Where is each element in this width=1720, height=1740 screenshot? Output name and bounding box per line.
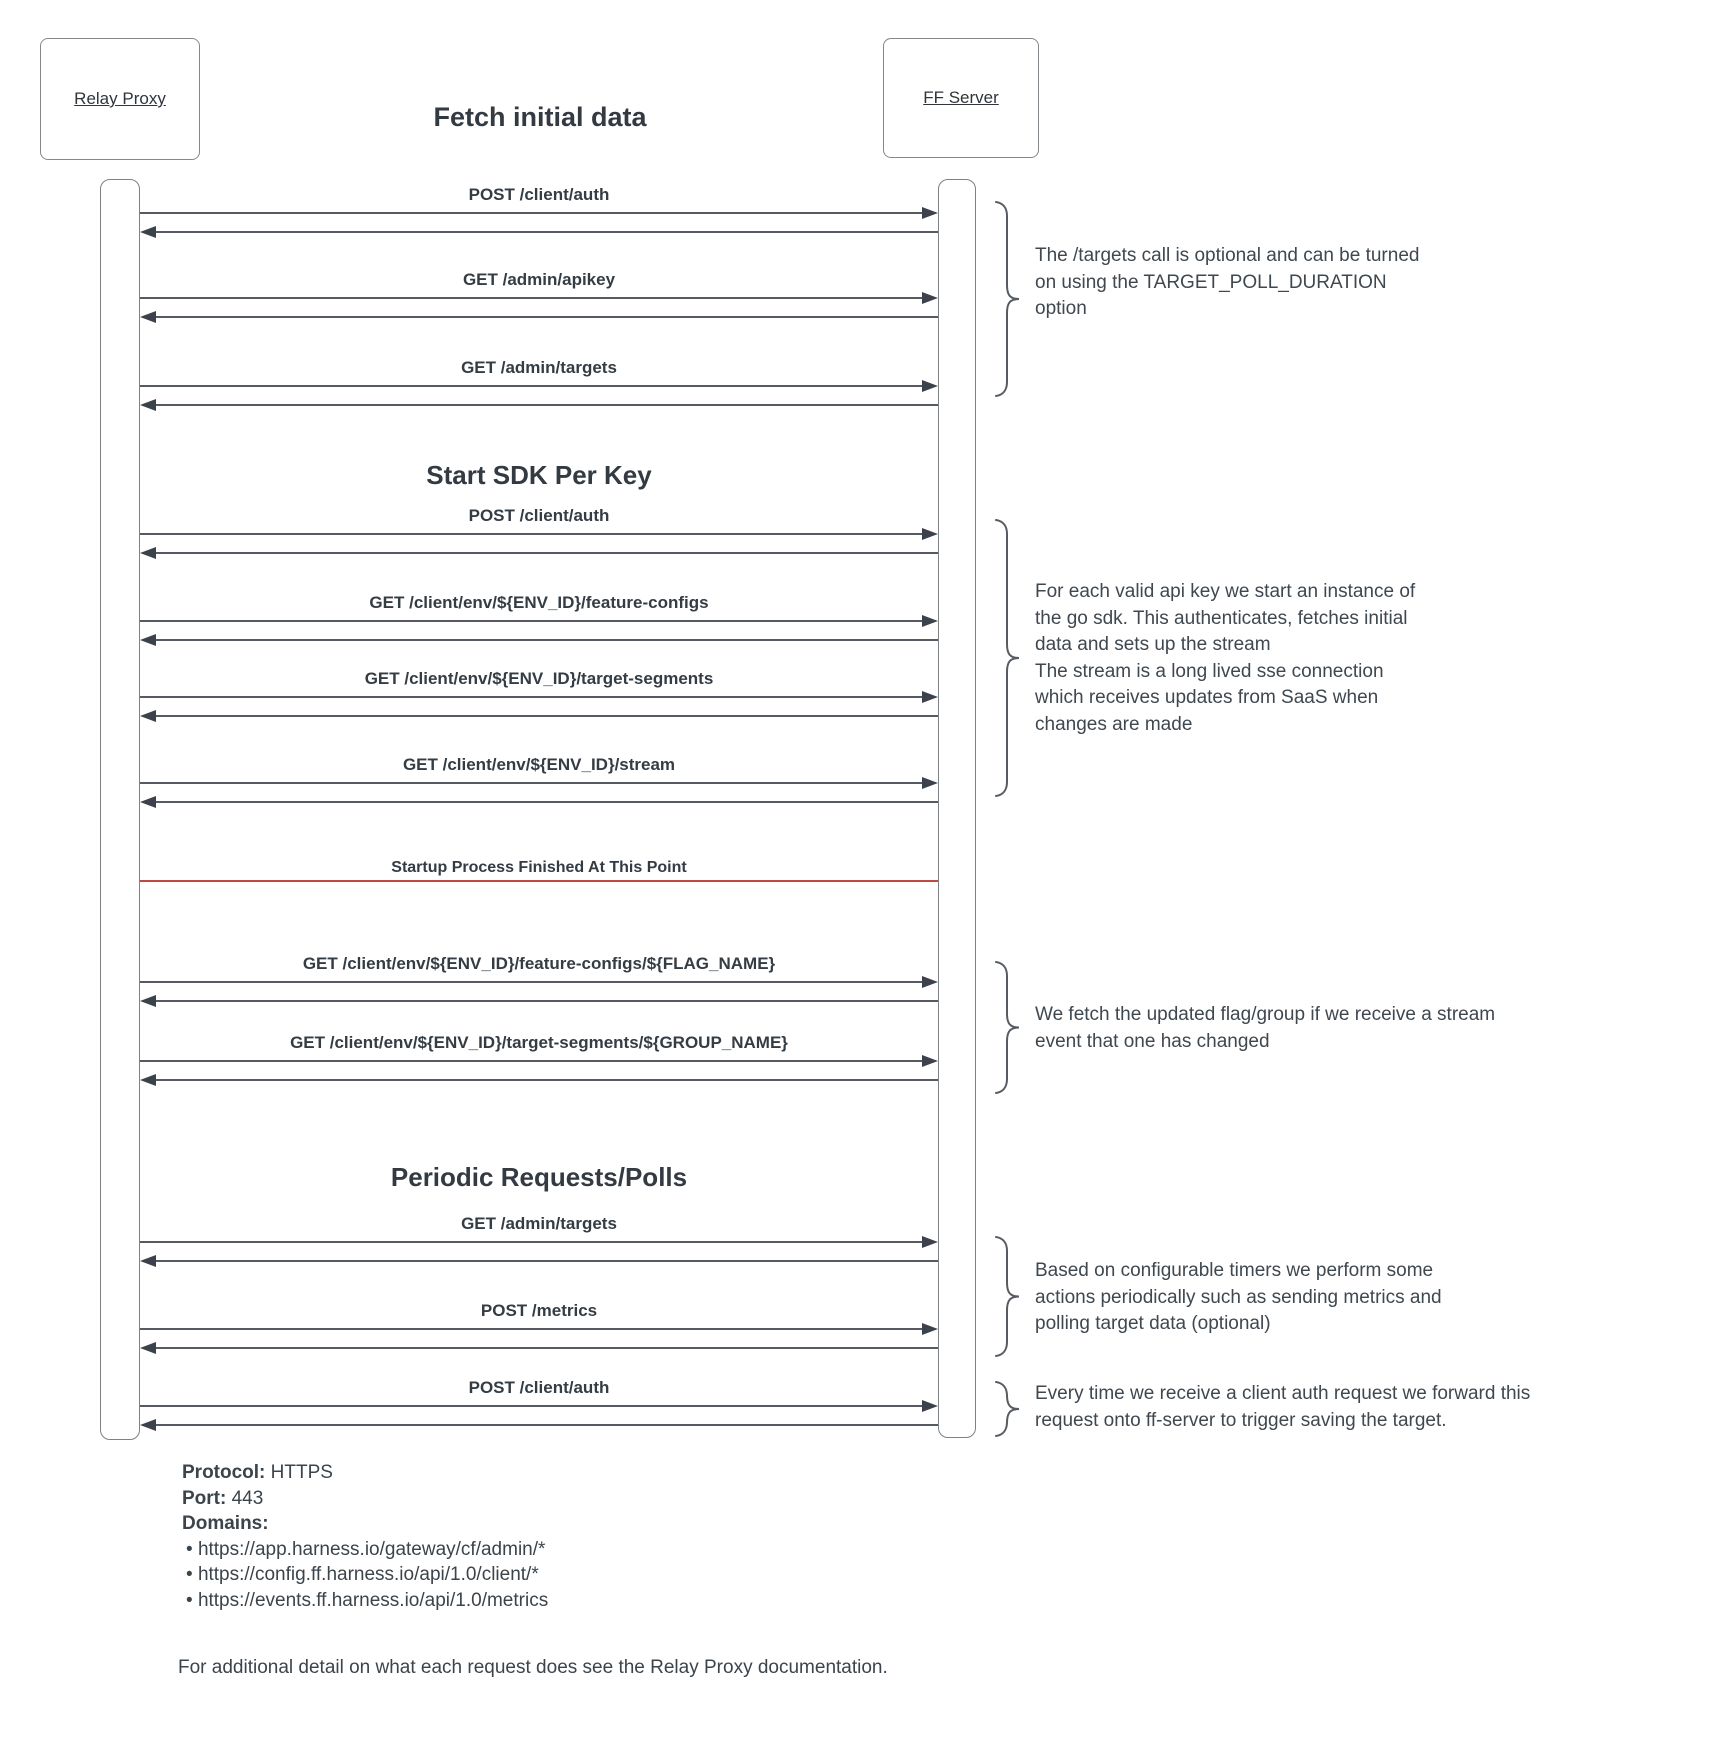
message-label: GET /client/env/${ENV_ID}/stream xyxy=(402,755,676,774)
arrow-left-icon xyxy=(140,226,156,238)
annotation-text xyxy=(1035,243,1419,323)
port-label: Port: xyxy=(182,1487,227,1509)
separator-label: Startup Process Finished At This Point xyxy=(391,859,687,876)
request-arrow-line xyxy=(140,212,923,214)
separator-line xyxy=(140,880,938,882)
request-arrow-line xyxy=(140,385,923,387)
annotation-line: polling target data (optional) xyxy=(1035,1313,1271,1334)
response-arrow-line xyxy=(155,1079,938,1081)
message-label: GET /client/env/${ENV_ID}/feature-configs xyxy=(369,593,709,612)
response-arrow-line xyxy=(155,316,938,318)
annotation-text xyxy=(1035,579,1415,738)
port-value: 443 xyxy=(231,1487,264,1509)
protocol-label: Protocol: xyxy=(182,1462,266,1483)
annotation-line: on using the TARGET_POLL_DURATION xyxy=(1035,271,1387,293)
port-row xyxy=(182,1486,548,1512)
annotation-line: Based on configurable timers we perform some xyxy=(1035,1260,1434,1281)
request-arrow-line xyxy=(140,297,923,299)
response-arrow-line xyxy=(155,1347,938,1349)
annotation-line: data and sets up the stream xyxy=(1035,634,1271,655)
request-arrow-line xyxy=(140,782,923,784)
diagram-title: Fetch initial data xyxy=(433,102,647,132)
message-label: POST /client/auth xyxy=(468,1378,610,1397)
protocol-row xyxy=(182,1460,548,1486)
arrow-right-icon xyxy=(922,976,938,988)
response-arrow-line xyxy=(155,639,938,641)
message-label: GET /admin/targets xyxy=(461,358,617,377)
section-heading: Periodic Requests/Polls xyxy=(390,1162,688,1192)
annotation-line: actions periodically such as sending metrics and xyxy=(1035,1286,1442,1308)
message-label: GET /client/env/${ENV_ID}/target-segments xyxy=(364,669,714,688)
arrow-left-icon xyxy=(140,1419,156,1431)
message-label: POST /client/auth xyxy=(468,506,610,525)
arrow-left-icon xyxy=(140,710,156,722)
response-arrow-line xyxy=(155,715,938,717)
arrow-left-icon xyxy=(140,796,156,808)
arrow-right-icon xyxy=(922,615,938,627)
arrow-right-icon xyxy=(922,380,938,392)
message-label: GET /admin/targets xyxy=(461,1214,617,1233)
annotation-text xyxy=(1035,1002,1495,1055)
message-label: GET /admin/apikey xyxy=(462,270,616,289)
arrow-right-icon xyxy=(922,1055,938,1067)
request-arrow-line xyxy=(140,1060,923,1062)
request-arrow-line xyxy=(140,981,923,983)
response-arrow-line xyxy=(155,1424,938,1426)
arrow-right-icon xyxy=(922,691,938,703)
actor-box-relay-proxy xyxy=(40,38,200,160)
protocol-value: HTTPS xyxy=(270,1462,333,1483)
message-label: POST /client/auth xyxy=(468,185,610,204)
domains-label: Domains: xyxy=(182,1513,269,1534)
arrow-right-icon xyxy=(922,207,938,219)
response-arrow-line xyxy=(155,552,938,554)
arrow-left-icon xyxy=(140,1074,156,1086)
arrow-left-icon xyxy=(140,399,156,411)
annotation-brace-icon xyxy=(993,200,1021,398)
annotation-line: For each valid api key we start an instance of xyxy=(1035,581,1416,602)
domain-item: • https://config.ff.harness.io/api/1.0/client/* xyxy=(186,1562,548,1588)
lifeline-ff-server xyxy=(938,179,976,1438)
arrow-left-icon xyxy=(140,995,156,1007)
message-label: GET /client/env/${ENV_ID}/target-segments/${GROUP_NAME} xyxy=(290,1033,788,1052)
actor-label-relay-proxy: Relay Proxy xyxy=(74,89,166,108)
annotation-text xyxy=(1035,1258,1442,1338)
annotation-line: option xyxy=(1035,298,1087,319)
request-arrow-line xyxy=(140,1405,923,1407)
annotation-line: the go sdk. This authenticates, fetches initial xyxy=(1035,607,1408,629)
arrow-left-icon xyxy=(140,311,156,323)
arrow-right-icon xyxy=(922,528,938,540)
footer-note: For additional detail on what each request does see the Relay Proxy documentation. xyxy=(178,1657,888,1678)
response-arrow-line xyxy=(155,1000,938,1002)
arrow-right-icon xyxy=(922,1400,938,1412)
annotation-line: changes are made xyxy=(1035,713,1193,735)
actor-box-ff-server xyxy=(883,38,1039,158)
annotation-brace-icon xyxy=(993,518,1021,798)
request-arrow-line xyxy=(140,696,923,698)
arrow-left-icon xyxy=(140,547,156,559)
annotation-line: Every time we receive a client auth request we forward this xyxy=(1035,1383,1531,1404)
arrow-right-icon xyxy=(922,777,938,789)
section-heading: Start SDK Per Key xyxy=(426,460,652,490)
response-arrow-line xyxy=(155,404,938,406)
domain-item: • https://app.harness.io/gateway/cf/admin/* xyxy=(186,1537,548,1563)
domains-list xyxy=(182,1537,548,1614)
arrow-left-icon xyxy=(140,634,156,646)
annotation-brace-icon xyxy=(993,960,1021,1095)
actor-label-ff-server: FF Server xyxy=(923,88,999,107)
arrow-right-icon xyxy=(922,292,938,304)
arrow-right-icon xyxy=(922,1236,938,1248)
message-label: POST /metrics xyxy=(480,1301,598,1320)
annotation-line: which receives updates from SaaS when xyxy=(1035,687,1379,708)
arrow-left-icon xyxy=(140,1255,156,1267)
annotation-brace-icon xyxy=(993,1380,1021,1438)
annotation-line: We fetch the updated flag/group if we receive a stream xyxy=(1035,1004,1496,1025)
annotation-line: event that one has changed xyxy=(1035,1030,1270,1052)
request-arrow-line xyxy=(140,620,923,622)
annotation-line: request onto ff-server to trigger saving the target. xyxy=(1035,1409,1447,1431)
annotation-line: The stream is a long lived sse connection xyxy=(1035,660,1384,682)
message-label: GET /client/env/${ENV_ID}/feature-configs/${FLAG_NAME} xyxy=(302,954,776,973)
response-arrow-line xyxy=(155,801,938,803)
request-arrow-line xyxy=(140,1241,923,1243)
request-arrow-line xyxy=(140,533,923,535)
arrow-right-icon xyxy=(922,1323,938,1335)
domain-item: • https://events.ff.harness.io/api/1.0/metrics xyxy=(186,1588,548,1614)
arrow-left-icon xyxy=(140,1342,156,1354)
response-arrow-line xyxy=(155,231,938,233)
lifeline-relay-proxy xyxy=(100,179,140,1440)
connection-info xyxy=(182,1460,548,1613)
annotation-text xyxy=(1035,1381,1530,1434)
annotation-brace-icon xyxy=(993,1235,1021,1358)
annotation-line: The /targets call is optional and can be turned xyxy=(1035,245,1420,266)
response-arrow-line xyxy=(155,1260,938,1262)
request-arrow-line xyxy=(140,1328,923,1330)
